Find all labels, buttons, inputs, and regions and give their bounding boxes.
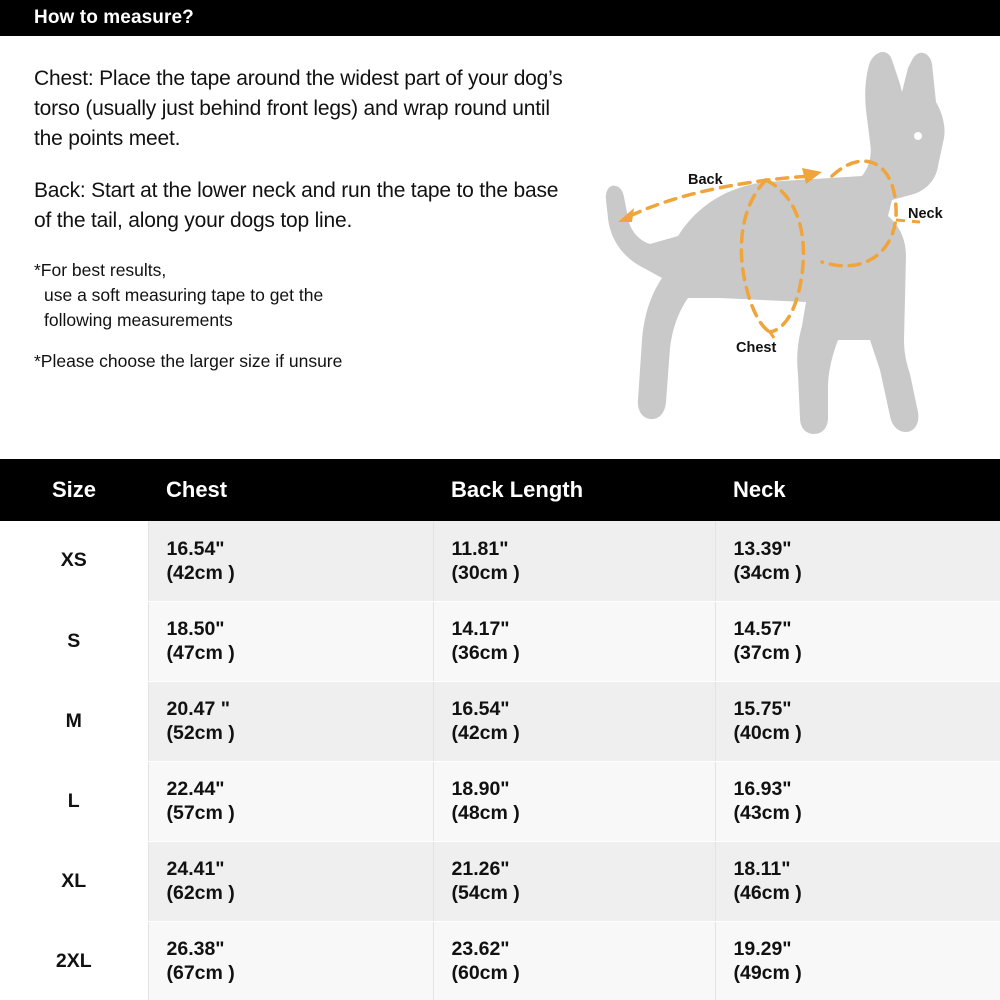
cell-back-inches: 16.54" (451, 698, 510, 720)
cell-size: S (0, 601, 148, 681)
cell-back-length (433, 761, 715, 841)
cell-chest-inches: 18.50" (166, 618, 225, 640)
cell-neck-inches: 18.11" (733, 858, 791, 880)
cell-chest-inches: 24.41" (166, 858, 225, 880)
table-row (0, 841, 1000, 921)
cell-back-cm: (48cm ) (451, 802, 520, 824)
cell-neck-inches: 16.93" (733, 778, 792, 800)
note-line-2: use a soft measuring tape to get the (44, 285, 324, 305)
cell-back-cm: (60cm ) (451, 962, 520, 984)
diagram-label-neck: Neck (908, 206, 943, 222)
cell-size: XS (0, 521, 148, 601)
cell-back-cm: (36cm ) (451, 642, 520, 664)
column-header-back-length: Back Length (433, 459, 715, 521)
cell-chest-inches: 16.54" (166, 537, 225, 560)
cell-chest (148, 521, 433, 601)
instructions-block (34, 64, 574, 374)
cell-chest-cm: (47cm ) (166, 642, 235, 664)
column-header-size: Size (0, 459, 148, 521)
cell-chest-cm: (62cm ) (166, 882, 235, 904)
cell-back-inches: 21.26" (451, 858, 510, 880)
table-row (0, 921, 1000, 1000)
cell-neck (715, 921, 1000, 1000)
diagram-label-back: Back (688, 172, 723, 188)
table-row (0, 761, 1000, 841)
back-instruction: Back: Start at the lower neck and run the tape to the base of the tail, along your dogs top line. (34, 179, 559, 232)
cell-neck-inches: 19.29" (733, 938, 792, 960)
cell-neck-cm: (43cm ) (733, 802, 802, 824)
cell-neck (715, 681, 1000, 761)
cell-back-cm: (30cm ) (451, 561, 520, 584)
table-header-row (0, 459, 1000, 521)
cell-chest-cm: (42cm ) (166, 561, 235, 584)
header-bar (0, 0, 1000, 36)
table-row (0, 681, 1000, 761)
cell-neck (715, 761, 1000, 841)
cell-chest-inches: 20.47 " (166, 698, 230, 720)
best-results-note (34, 258, 574, 333)
cell-neck (715, 601, 1000, 681)
cell-back-inches: 14.17" (451, 618, 510, 640)
cell-back-cm: (42cm ) (451, 722, 520, 744)
cell-neck (715, 841, 1000, 921)
cell-back-inches: 23.62" (451, 938, 510, 960)
cell-back-cm: (54cm ) (451, 882, 520, 904)
cell-chest (148, 921, 433, 1000)
cell-back-length (433, 521, 715, 601)
cell-neck-cm: (34cm ) (733, 561, 802, 584)
table-row (0, 601, 1000, 681)
cell-neck-cm: (46cm ) (733, 882, 802, 904)
cell-size: 2XL (0, 921, 148, 1000)
cell-chest (148, 761, 433, 841)
column-header-neck: Neck (715, 459, 1000, 521)
cell-back-inches: 11.81" (451, 537, 509, 560)
cell-neck-cm: (49cm ) (733, 962, 802, 984)
size-table-wrap (0, 459, 1000, 1000)
cell-back-inches: 18.90" (451, 778, 510, 800)
size-chart-table (0, 459, 1000, 1000)
cell-back-length (433, 921, 715, 1000)
diagram-label-chest: Chest (736, 340, 777, 356)
dog-silhouette-icon (570, 40, 990, 455)
cell-neck-inches: 14.57" (733, 618, 792, 640)
chest-instruction: Chest: Place the tape around the widest part of your dog’s torso (usually just behind front legs) and wrap round until the points meet. (34, 67, 563, 150)
cell-size: XL (0, 841, 148, 921)
cell-back-length (433, 841, 715, 921)
larger-size-note: *Please choose the larger size if unsure (34, 351, 343, 371)
cell-chest-inches: 26.38" (166, 938, 225, 960)
dog-diagram (570, 40, 990, 455)
cell-chest-cm: (57cm ) (166, 802, 235, 824)
table-header (0, 459, 1000, 521)
cell-neck-cm: (37cm ) (733, 642, 802, 664)
cell-chest (148, 681, 433, 761)
cell-neck-inches: 13.39" (733, 537, 792, 560)
cell-chest (148, 841, 433, 921)
cell-neck-inches: 15.75" (733, 698, 792, 720)
cell-back-length (433, 601, 715, 681)
column-header-chest: Chest (148, 459, 433, 521)
cell-size: L (0, 761, 148, 841)
cell-chest-cm: (52cm ) (166, 722, 235, 744)
table-body (0, 521, 1000, 1000)
note-line-3: following measurements (44, 310, 233, 330)
cell-chest (148, 601, 433, 681)
cell-chest-inches: 22.44" (166, 778, 225, 800)
cell-size: M (0, 681, 148, 761)
table-row (0, 521, 1000, 601)
cell-back-length (433, 681, 715, 761)
cell-neck-cm: (40cm ) (733, 722, 802, 744)
page-title: How to measure? (34, 7, 194, 28)
note-line-1: *For best results, (34, 260, 167, 280)
cell-chest-cm: (67cm ) (166, 962, 235, 984)
cell-neck (715, 521, 1000, 601)
